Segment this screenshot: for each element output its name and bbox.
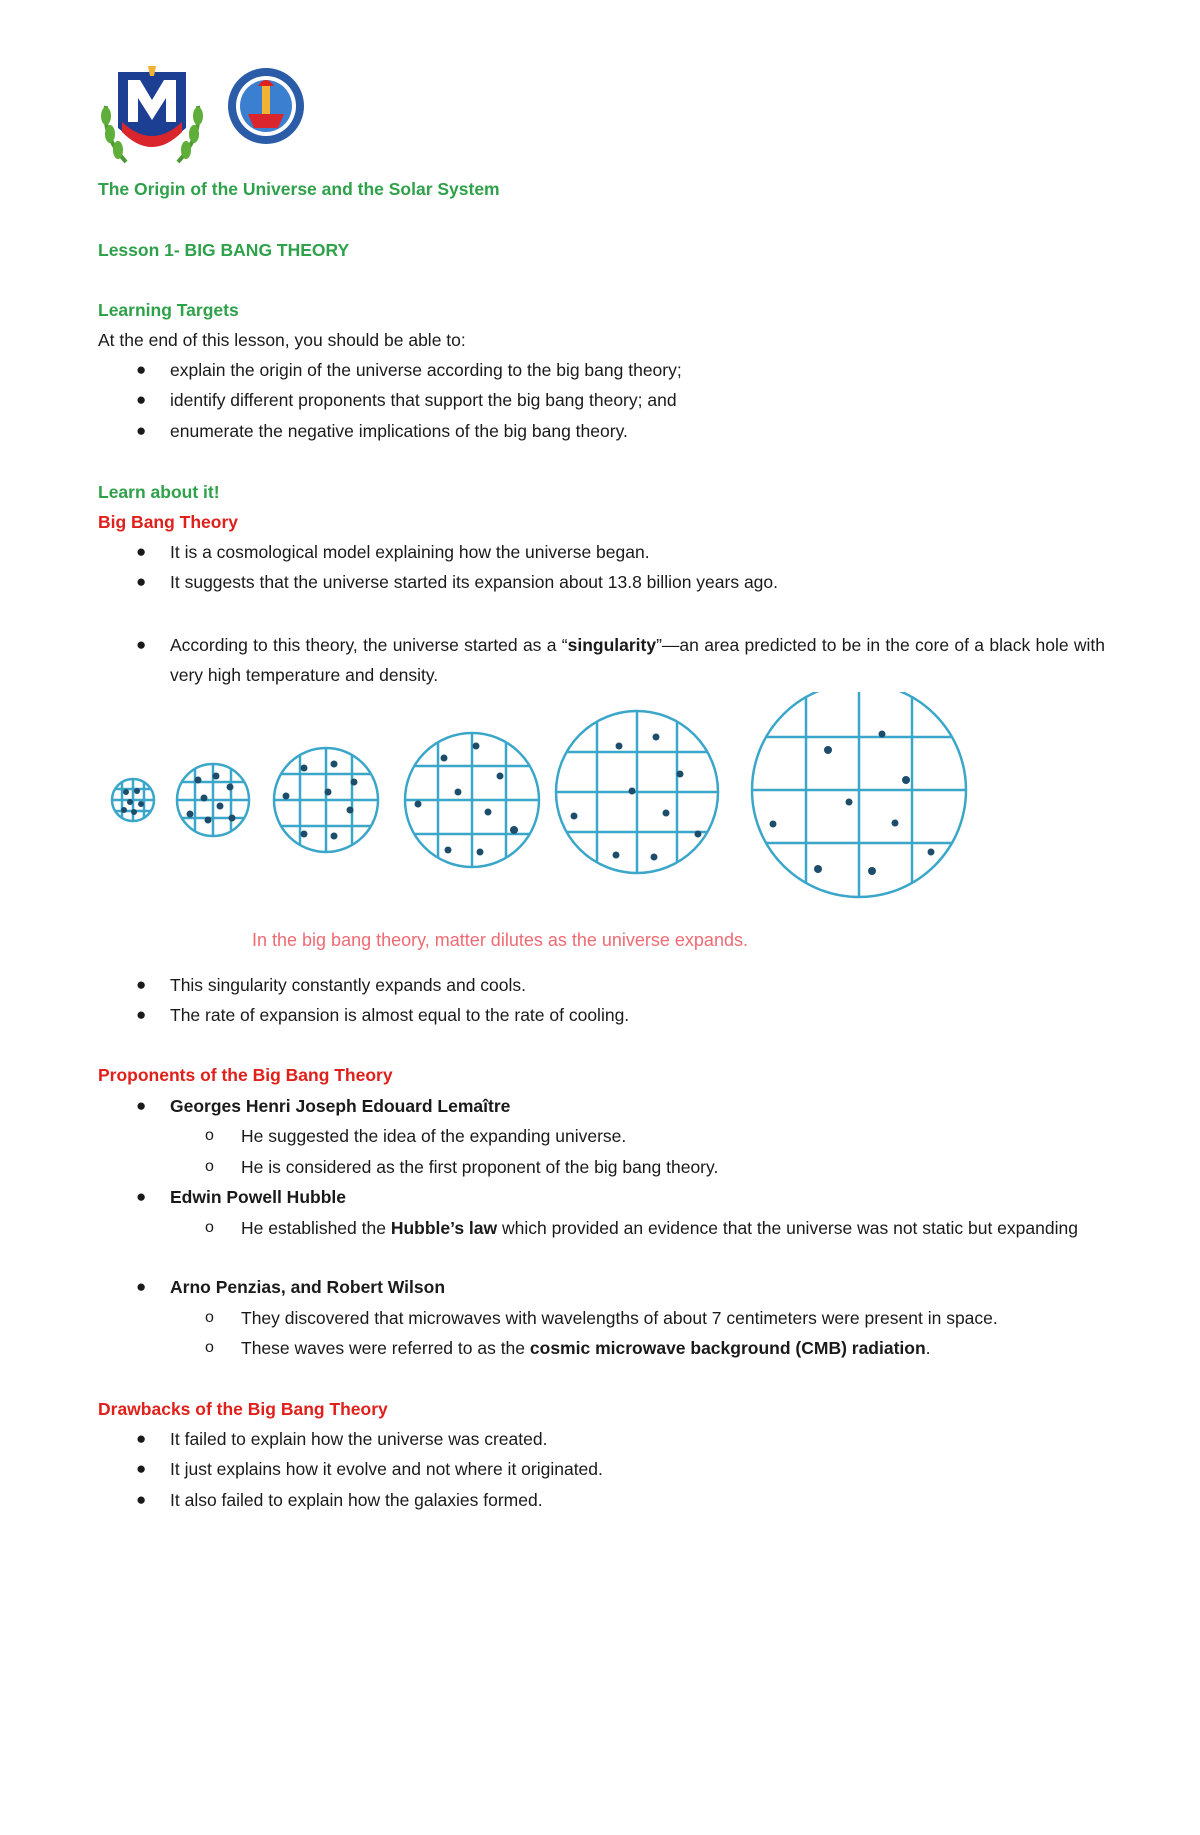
bullet-icon: ● (136, 635, 147, 654)
lesson-title: Lesson 1- BIG BANG THEORY (98, 240, 350, 260)
list-item: It suggests that the universe started its expansion about 13.8 billion years ago. (170, 572, 779, 592)
learning-targets-heading: Learning Targets (98, 300, 239, 320)
list-item: enumerate the negative implications of the big bang theory. (170, 421, 628, 441)
list-item: It is a cosmological model explaining how the universe began. (170, 542, 650, 562)
bullet-icon: ● (136, 1277, 147, 1296)
bullet-icon: ● (136, 1459, 147, 1478)
singularity-text-pre: According to this theory, the universe started as a “ (170, 635, 568, 655)
list-item: He suggested the idea of the expanding universe. (241, 1126, 627, 1146)
bullet-icon: ● (136, 1490, 147, 1509)
list-item: This singularity constantly expands and cools. (170, 975, 527, 995)
expansion-stage-6 (752, 692, 966, 897)
bullet-icon: ● (136, 542, 147, 561)
list-item: They discovered that microwaves with wavelengths of about 7 centimeters were present in space. (241, 1308, 998, 1328)
cmb-text-post: . (925, 1338, 931, 1358)
hubble-text-pre: He established the (241, 1218, 391, 1238)
circle-bullet-icon: o (205, 1309, 214, 1326)
hubble-paragraph (241, 1213, 1105, 1243)
bullet-icon: ● (136, 572, 147, 591)
bullet-icon: ● (136, 1187, 147, 1206)
proponent-name: Edwin Powell Hubble (170, 1187, 346, 1207)
proponent-name: Arno Penzias, and Robert Wilson (170, 1277, 446, 1297)
big-bang-theory-heading: Big Bang Theory (98, 512, 239, 532)
bullet-icon: ● (136, 1429, 147, 1448)
diagram-caption: In the big bang theory, matter dilutes as the universe expands. (252, 930, 748, 950)
list-item: identify different proponents that support the big bang theory; and (170, 390, 677, 410)
singularity-term: singularity (567, 635, 657, 655)
proponents-heading: Proponents of the Big Bang Theory (98, 1065, 393, 1085)
hubble-text-post: which provided an evidence that the universe was not static but expanding (497, 1218, 1078, 1238)
bullet-icon: ● (136, 975, 147, 994)
expansion-stage-4 (405, 733, 539, 867)
circle-bullet-icon: o (205, 1127, 214, 1144)
school-logos (96, 66, 316, 172)
expansion-stage-3 (274, 748, 378, 852)
bullet-icon: ● (136, 390, 147, 409)
school-seal-logo (228, 68, 304, 144)
hubbles-law-term: Hubble’s law (390, 1218, 498, 1238)
circle-bullet-icon: o (205, 1339, 214, 1356)
learn-about-it-heading: Learn about it! (98, 482, 220, 502)
circle-bullet-icon: o (205, 1219, 214, 1236)
proponent-name: Georges Henri Joseph Edouard Lemaître (170, 1096, 511, 1116)
bullet-icon: ● (136, 1005, 147, 1024)
list-item: It just explains how it evolve and not where it originated. (170, 1459, 603, 1479)
circle-bullet-icon: o (205, 1158, 214, 1175)
cmb-paragraph (241, 1337, 931, 1359)
list-item: It also failed to explain how the galaxies formed. (170, 1490, 543, 1510)
cmb-term: cosmic microwave background (CMB) radiation (529, 1338, 926, 1358)
list-item: He is considered as the first proponent of the big bang theory. (241, 1157, 719, 1177)
singularity-text-post: ”—an area predicted to be in the core of a black hole with very high temperature and density. (170, 635, 1106, 685)
list-item: It failed to explain how the universe was created. (170, 1429, 548, 1449)
list-item: explain the origin of the universe according to the big bang theory; (170, 360, 682, 380)
list-item: The rate of expansion is almost equal to the rate of cooling. (170, 1005, 630, 1025)
learning-targets-intro: At the end of this lesson, you should be able to: (98, 330, 466, 350)
document-title: The Origin of the Universe and the Solar System (98, 179, 500, 199)
drawbacks-heading: Drawbacks of the Big Bang Theory (98, 1399, 388, 1419)
universe-expansion-diagram (104, 692, 984, 932)
matter-dots (121, 731, 935, 876)
bullet-icon: ● (136, 360, 147, 379)
cmb-text-pre: These waves were referred to as the (241, 1338, 530, 1358)
bullet-icon: ● (136, 1096, 147, 1115)
singularity-paragraph (170, 630, 1105, 690)
school-shield-logo (101, 66, 203, 162)
bullet-icon: ● (136, 421, 147, 440)
expansion-stage-5 (556, 711, 718, 873)
